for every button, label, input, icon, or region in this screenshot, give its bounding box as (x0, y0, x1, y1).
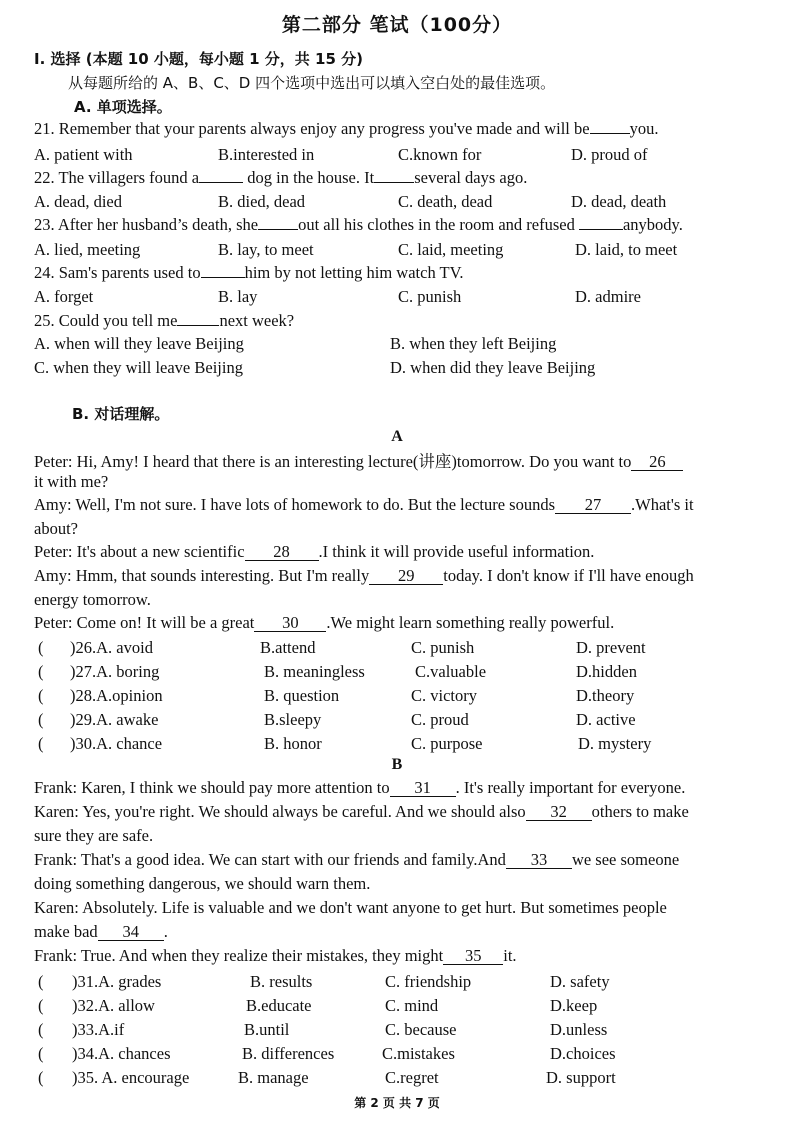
paren-28: ( (38, 686, 44, 705)
part-a-heading: A. 单项选择。 (74, 98, 172, 116)
question-24: 24. Sam's parents used to him by not letting him watch TV. (34, 263, 464, 282)
option-27a: )27.A. boring (70, 662, 160, 681)
blank-31: 31 (390, 780, 456, 797)
option-24c: C. punish (398, 287, 462, 306)
dialog-b-line-5: Frank: True. And when they realize their mistakes, they might 35 it. (34, 946, 517, 965)
option-34a: )34.A. chances (72, 1044, 171, 1063)
question-21: 21. Remember that your parents always enjoy any progress you've made and will be you. (34, 119, 659, 138)
option-33c: C. because (385, 1020, 457, 1039)
option-26b: B.attend (260, 638, 316, 657)
option-31d: D. safety (550, 972, 610, 991)
option-32d: D.keep (550, 996, 598, 1015)
option-26a: )26.A. avoid (70, 638, 153, 657)
option-25c: C. when they will leave Beijing (34, 358, 243, 377)
question-25: 25. Could you tell me next week? (34, 311, 295, 330)
dialog-a-line-1-cont: it with me? (34, 472, 109, 491)
option-24b: B. lay (218, 287, 258, 306)
option-28c: C. victory (411, 686, 477, 705)
option-32a: )32.A. allow (72, 996, 155, 1015)
option-35c: C.regret (385, 1068, 439, 1087)
option-24d: D. admire (575, 287, 641, 306)
option-35d: D. support (546, 1068, 616, 1087)
answer-blank (177, 325, 219, 326)
dialog-b-line-4-cont: make bad 34 . (34, 922, 168, 941)
option-22b: B. died, dead (218, 192, 306, 211)
option-30b: B. honor (264, 734, 322, 753)
option-21c: C.known for (398, 145, 482, 164)
option-26c: C. punish (411, 638, 475, 657)
option-25d: D. when did they leave Beijing (390, 358, 596, 377)
option-26d: D. prevent (576, 638, 646, 657)
paren-33: ( (38, 1020, 44, 1039)
option-32b: B.educate (246, 996, 312, 1015)
option-23b: B. lay, to meet (218, 240, 314, 259)
option-34c: C.mistakes (382, 1044, 455, 1063)
paren-29: ( (38, 710, 44, 729)
answer-blank (579, 229, 623, 230)
option-33d: D.unless (550, 1020, 608, 1039)
blank-33: 33 (506, 852, 572, 869)
option-30c: C. purpose (411, 734, 483, 753)
option-31b: B. results (250, 972, 313, 991)
option-21b: B.interested in (218, 145, 315, 164)
option-32c: C. mind (385, 996, 439, 1015)
paren-35: ( (38, 1068, 44, 1087)
option-35a: )35. A. encourage (72, 1068, 190, 1087)
option-35b: B. manage (238, 1068, 309, 1087)
option-23c: C. laid, meeting (398, 240, 504, 259)
option-21d: D. proud of (571, 145, 648, 164)
option-29a: )29.A. awake (70, 710, 159, 729)
paren-27: ( (38, 662, 44, 681)
dialog-a-line-4-cont: energy tomorrow. (34, 590, 151, 609)
blank-35: 35 (443, 948, 503, 965)
option-30a: )30.A. chance (70, 734, 163, 753)
blank-29: 29 (369, 568, 443, 585)
section-heading: Ⅰ. 选择 (本题 10 小题，每小题 1 分，共 15 分) (34, 50, 363, 68)
option-28d: D.theory (576, 686, 635, 705)
option-22c: C. death, dead (398, 192, 493, 211)
dialog-a-label: A (391, 428, 403, 445)
option-24a: A. forget (34, 287, 94, 306)
dialog-a-line-3: Peter: It's about a new scientific 28 .I think it will provide useful information. (34, 542, 595, 561)
option-23d: D. laid, to meet (575, 240, 678, 259)
option-27c: C.valuable (415, 662, 487, 681)
option-28b: B. question (264, 686, 340, 705)
option-34b: B. differences (242, 1044, 335, 1063)
question-22: 22. The villagers found a dog in the house. It several days ago. (34, 168, 528, 187)
option-29c: C. proud (411, 710, 469, 729)
paren-31: ( (38, 972, 44, 991)
page-number: 第 2 页 共 7 页 (354, 1096, 440, 1110)
answer-blank (590, 133, 630, 134)
option-34d: D.choices (550, 1044, 616, 1063)
paren-32: ( (38, 996, 44, 1015)
blank-26: 26 (631, 454, 683, 471)
dialog-b-line-3-cont: doing something dangerous, we should warn them. (34, 874, 371, 893)
dialog-b-line-1: Frank: Karen, I think we should pay more attention to 31 . It's really important for everyone. (34, 778, 686, 797)
blank-28: 28 (245, 544, 319, 561)
paren-34: ( (38, 1044, 44, 1063)
dialog-b-line-3: Frank: That's a good idea. We can start with our friends and family.And 33 we see someone (34, 850, 680, 869)
dialog-a-line-2: Amy: Well, I'm not sure. I have lots of homework to do. But the lecture sounds 27 .What's it (34, 495, 694, 514)
answer-blank (258, 229, 298, 230)
option-30d: D. mystery (578, 734, 652, 753)
option-22d: D. dead, death (571, 192, 667, 211)
blank-34: 34 (98, 924, 164, 941)
dialog-b-label: B (391, 756, 403, 773)
blank-27: 27 (555, 497, 631, 514)
answer-blank (199, 182, 243, 183)
answer-blank (201, 277, 245, 278)
question-23: 23. After her husband’s death, she out all his clothes in the room and refused anybody. (34, 215, 683, 234)
option-25a: A. when will they leave Beijing (34, 334, 244, 353)
option-31c: C. friendship (385, 972, 472, 991)
answer-blank (374, 182, 414, 183)
page-title: 第二部分 笔试（100分） (281, 14, 513, 36)
paren-26: ( (38, 638, 44, 657)
dialog-b-line-2-cont: sure they are safe. (34, 826, 154, 845)
option-21a: A. patient with (34, 145, 133, 164)
option-29d: D. active (576, 710, 636, 729)
dialog-a-line-5: Peter: Come on! It will be a great 30 .We might learn something really powerful. (34, 613, 615, 632)
option-33a: )33.A.if (72, 1020, 125, 1039)
dialog-a-line-2-cont: about? (34, 519, 78, 538)
option-22a: A. dead, died (34, 192, 122, 211)
paren-30: ( (38, 734, 44, 753)
section-instruction: 从每题所给的 A、B、C、D 四个选项中选出可以填入空白处的最佳选项。 (68, 74, 556, 92)
option-23a: A. lied, meeting (34, 240, 141, 259)
option-27d: D.hidden (576, 662, 637, 681)
option-28a: )28.A.opinion (70, 686, 163, 705)
dialog-a-line-1: Peter: Hi, Amy! I heard that there is an interesting lecture(讲座)tomorrow. Do you want to 26 (34, 448, 683, 472)
dialog-b-line-2: Karen: Yes, you're right. We should always be careful. And we should also 32 others to make (34, 802, 689, 821)
blank-30: 30 (254, 615, 326, 632)
option-33b: B.until (244, 1020, 290, 1039)
option-25b: B. when they left Beijing (390, 334, 557, 353)
blank-32: 32 (526, 804, 592, 821)
option-31a: )31.A. grades (72, 972, 162, 991)
dialog-a-line-4: Amy: Hmm, that sounds interesting. But I'm really 29 today. I don't know if I'll have enough (34, 566, 694, 585)
dialog-b-line-4: Karen: Absolutely. Life is valuable and we don't want anyone to get hurt. But sometimes people (34, 898, 667, 917)
part-b-heading: B. 对话理解。 (72, 405, 170, 423)
option-27b: B. meaningless (264, 662, 365, 681)
option-29b: B.sleepy (264, 710, 322, 729)
